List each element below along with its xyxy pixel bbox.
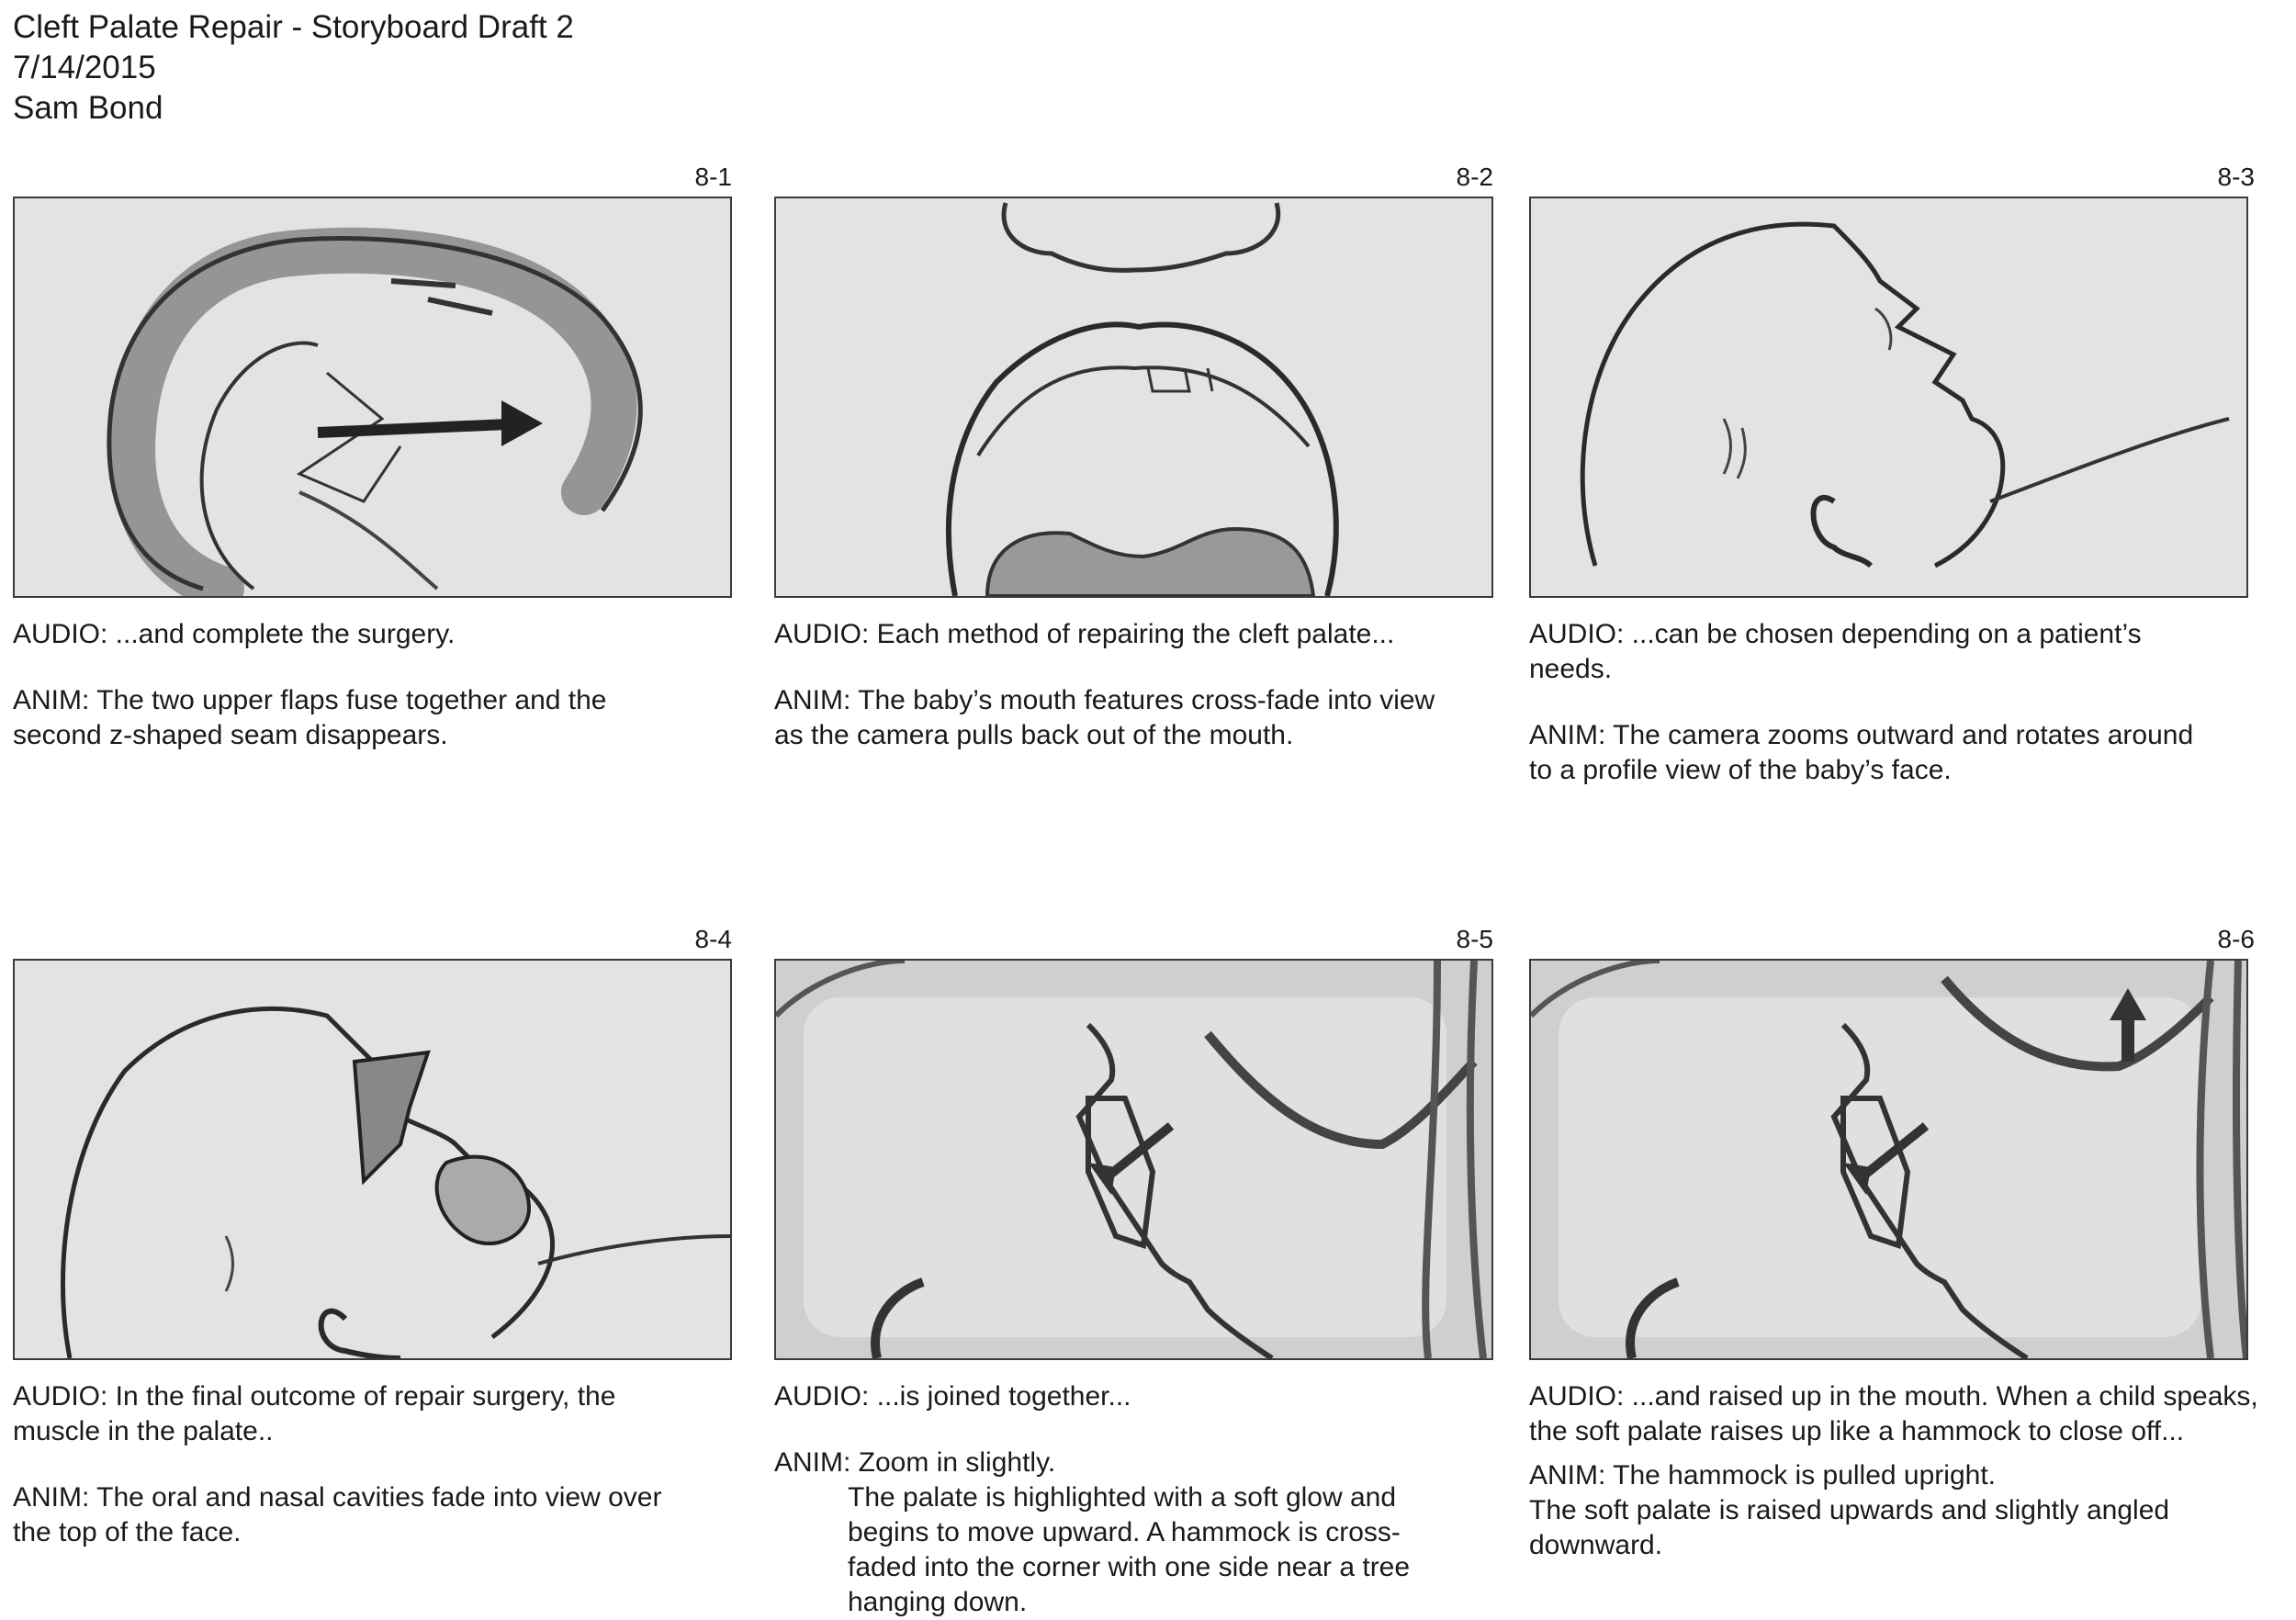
storyboard-author: Sam Bond xyxy=(13,90,163,126)
anim-text: as the camera pulls back out of the mouth. xyxy=(774,720,1294,750)
panel-caption xyxy=(774,1379,1509,1620)
panel-number: 8-2 xyxy=(1456,163,1493,191)
audio-text: AUDIO: ...can be chosen depending on a patient’s xyxy=(1529,619,2142,649)
storyboard-date: 7/14/2015 xyxy=(13,50,156,85)
panel-caption xyxy=(1529,1379,2291,1563)
panel-sketch-hammock-raised xyxy=(1529,959,2248,1360)
anim-text: ANIM: The oral and nasal cavities fade into view over xyxy=(13,1482,662,1513)
anim-text: ANIM: The hammock is pulled upright. xyxy=(1529,1460,1996,1491)
anim-text: downward. xyxy=(1529,1530,1663,1560)
panel-sketch-palate-glow xyxy=(774,959,1493,1360)
anim-text: the top of the face. xyxy=(13,1517,242,1547)
audio-text: AUDIO: ...and complete the surgery. xyxy=(13,619,456,649)
panel-caption xyxy=(13,617,748,753)
anim-text: ANIM: Zoom in slightly. xyxy=(774,1447,1056,1478)
audio-text: AUDIO: Each method of repairing the cleft palate... xyxy=(774,619,1395,649)
storyboard-header xyxy=(13,7,574,129)
panel-caption xyxy=(13,1379,748,1550)
anim-text: ANIM: The two upper flaps fuse together and the xyxy=(13,685,607,715)
panel-sketch-palate-flaps xyxy=(13,197,732,598)
panel-caption xyxy=(1529,617,2264,788)
anim-text: hanging down. xyxy=(848,1587,1028,1617)
panel-sketch-open-mouth xyxy=(774,197,1493,598)
anim-text: ANIM: The baby’s mouth features cross-fade into view xyxy=(774,685,1435,715)
audio-text: AUDIO: In the final outcome of repair surgery, the xyxy=(13,1381,616,1412)
anim-text: faded into the corner with one side near a tree xyxy=(848,1552,1411,1582)
audio-text: AUDIO: ...and raised up in the mouth. When a child speaks, xyxy=(1529,1381,2258,1412)
panel-number: 8-5 xyxy=(1456,925,1493,953)
panel-sketch-cavities-overlay xyxy=(13,959,732,1360)
anim-text: to a profile view of the baby’s face. xyxy=(1529,755,1952,785)
panel-number: 8-1 xyxy=(694,163,732,191)
anim-text: begins to move upward. A hammock is cross- xyxy=(848,1517,1401,1547)
anim-text: The soft palate is raised upwards and slightly angled xyxy=(1529,1495,2170,1525)
storyboard-title: Cleft Palate Repair - Storyboard Draft 2 xyxy=(13,9,574,45)
audio-text-continued: needs. xyxy=(1529,654,1613,684)
panel-caption xyxy=(774,617,1509,753)
panel-sketch-baby-profile xyxy=(1529,197,2248,598)
audio-text-continued: the soft palate raises up like a hammock to close off... xyxy=(1529,1416,2185,1446)
anim-text: The palate is highlighted with a soft glow and xyxy=(848,1482,1397,1513)
audio-text-continued: muscle in the palate.. xyxy=(13,1416,274,1446)
panel-number: 8-4 xyxy=(694,925,732,953)
audio-text: AUDIO: ...is joined together... xyxy=(774,1381,1131,1412)
panel-number: 8-6 xyxy=(2217,925,2255,953)
panel-number: 8-3 xyxy=(2217,163,2255,191)
anim-text: ANIM: The camera zooms outward and rotates around xyxy=(1529,720,2194,750)
anim-text: second z-shaped seam disappears. xyxy=(13,720,448,750)
